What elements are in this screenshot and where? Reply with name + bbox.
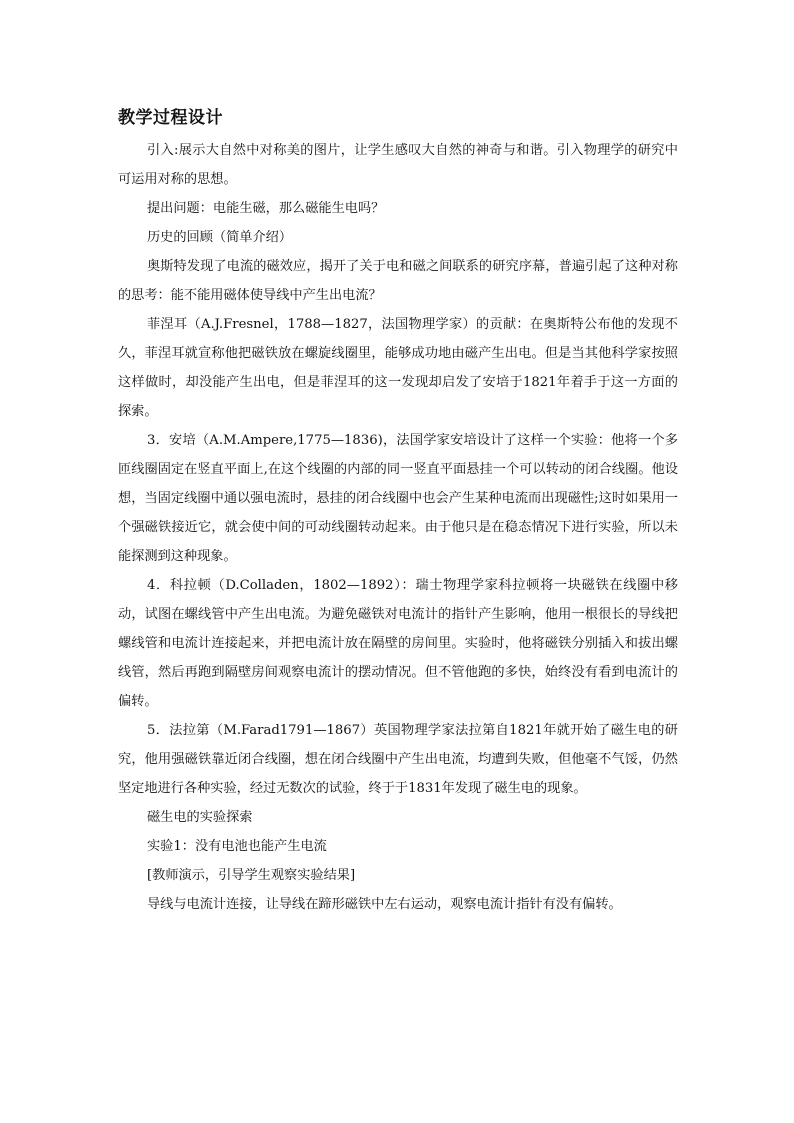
paragraph-intro: 引入:展示大自然中对称美的图片，让学生感叹大自然的神奇与和谐。引入物理学的研究中可运用对称的思想。 [118,143,678,187]
paragraph-fresnel: 菲涅耳（A.J.Fresnel，1788—1827，法国物理学家）的贡献：在奥斯特公布他的发现不久，菲涅耳就宣称他把磁铁放在螺旋线圈里，能够成功地由磁产生出电。但是当其他科学家按照这样做时，却没能产生出电，但是菲涅耳的这一发现却启发了安培于1821年着手于这一方面的探索。 [118,317,678,419]
section-heading: 教学过程设计 [118,108,223,128]
paragraph-exploration-title: 磁生电的实验探索 [147,810,253,825]
paragraph-history-title: 历史的回顾（简单介绍） [147,230,293,245]
paragraph-ampere: 3．安培（A.M.Ampere,1775—1836)，法国学家安培设计了这样一个实验：他将一个多匝线圈固定在竖直平面上,在这个线圈的内部的同一竖直平面悬挂一个可以转动的闭合线圈。他设想，当固定线圈中通以强电流时，悬挂的闭合线圈中也会产生某种电流而出现磁性;这时如果用一个强磁铁接近它，就会使中间的可动线圈转动起来。由于他只是在稳态情况下进行实验，所以未能探测到这种现象。 [118,433,678,564]
paragraph-colladen: 4．科拉顿（D.Colladen，1802—1892）：瑞士物理学家科拉顿将一块磁铁在线圈中移动，试图在螺线管中产生出电流。为避免磁铁对电流计的指针产生影响，他用一根很长的导线把螺线管和电流计连接起来，并把电流计放在隔壁的房间里。实验时，他将磁铁分别插入和拔出螺线管，然后再跑到隔壁房间观察电流计的摆动情况。但不管他跑的多快，始终没有看到电流计的偏转。 [118,578,678,709]
paragraph-faraday: 5．法拉第（M.Farad1791—1867）英国物理学家法拉第自1821年就开始了磁生电的研究，他用强磁铁靠近闭合线圈，想在闭合线圈中产生出电流，均遭到失败，但他毫不气馁，仍然坚定地进行各种实验，经过无数次的试验，终于于1831年发现了磁生电的现象。 [118,723,678,796]
paragraph-question: 提出问题：电能生磁，那么磁能生电吗？ [147,201,385,216]
paragraph-procedure: 导线与电流计连接，让导线在蹄形磁铁中左右运动，观察电流计指针有没有偏转。 [147,897,622,912]
paragraph-oersted: 奥斯特发现了电流的磁效应，揭开了关于电和磁之间联系的研究序幕，普遍引起了这种对称的思考：能不能用磁体使导线中产生出电流？ [118,259,678,303]
paragraph-experiment-1: 实验1：没有电池也能产生电流 [147,839,327,854]
paragraph-teacher-demo: [教师演示，引导学生观察实验结果] [147,868,356,883]
document-page [118,104,678,919]
